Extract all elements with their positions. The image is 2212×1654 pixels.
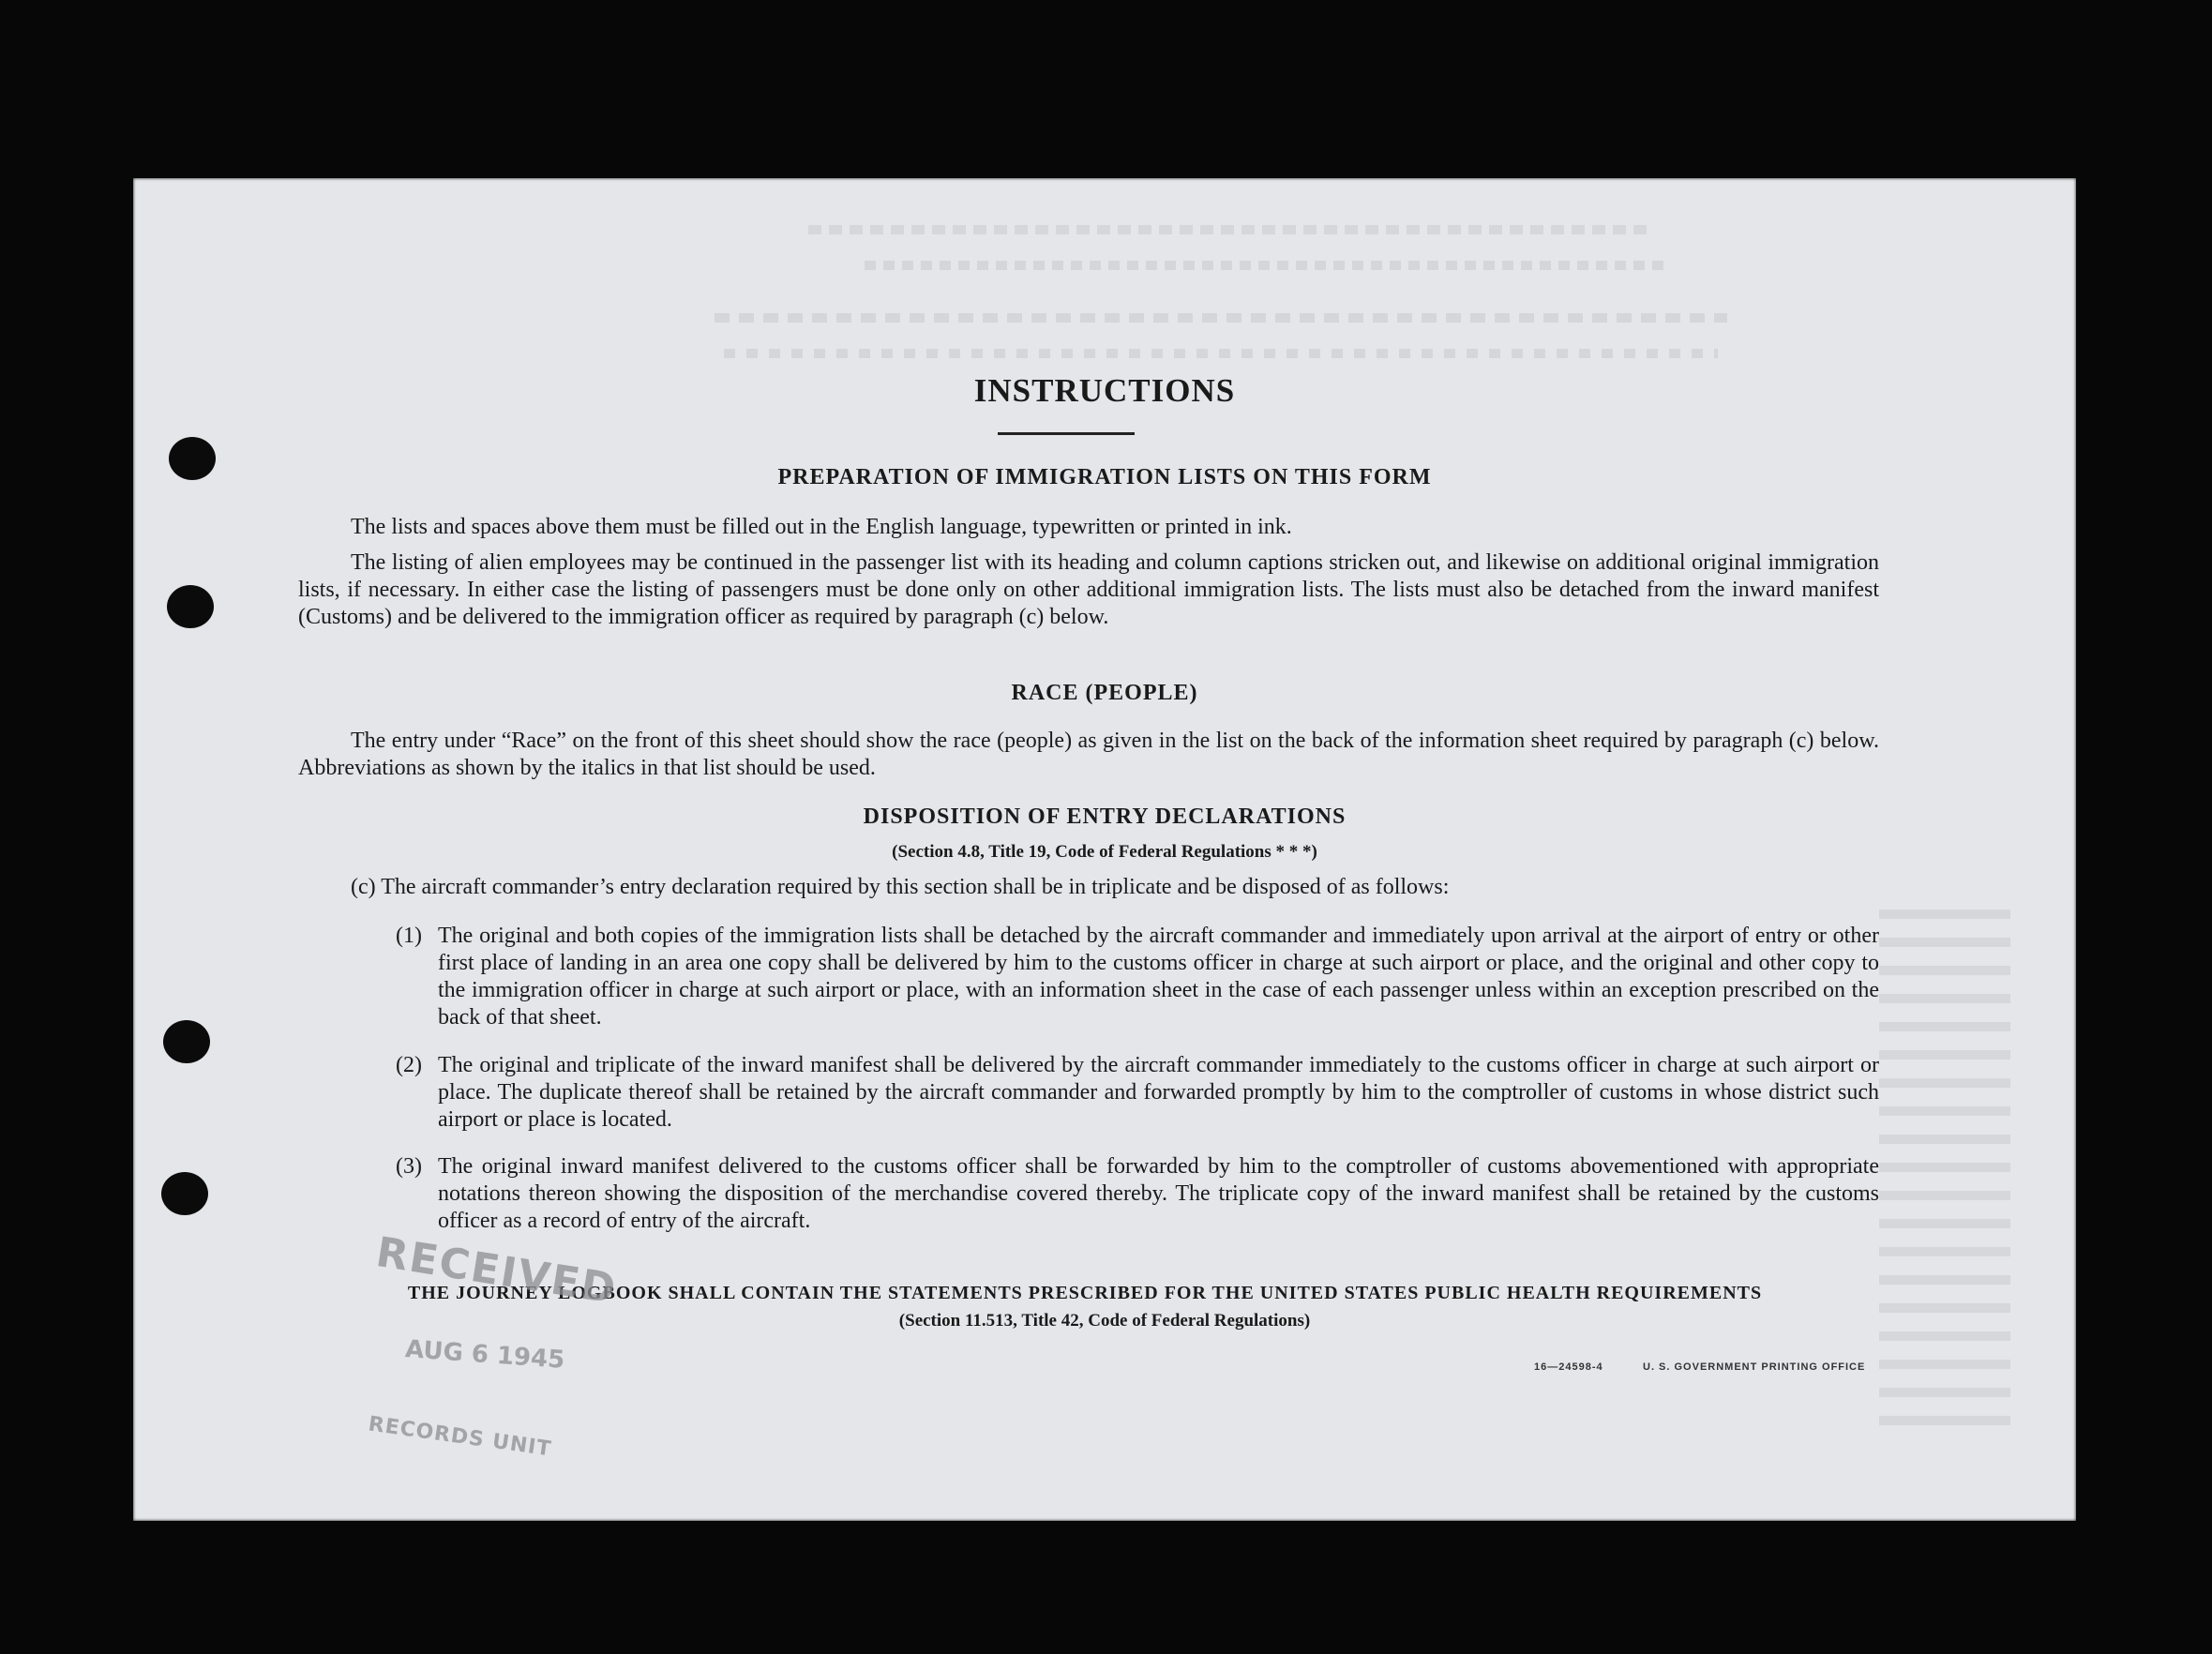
- citation-disposition: (Section 4.8, Title 19, Code of Federal Regulations * * *): [892, 842, 1317, 862]
- list-item: [396, 1153, 1879, 1235]
- list-item-number: (1): [396, 924, 422, 948]
- paragraph-preparation-2: The listing of alien employees may be continued in the passenger list with its heading and column captions stricken out, and likewise on additional original immigration lists, if necessary. In either case the listing of passengers must be done only on other additional immigration lists. The lists must also be detached from the inward manifest (Customs) and be delivered to the immigration officer as required by paragraph (c) below.: [298, 550, 1879, 629]
- list-item-text: The original inward manifest delivered to the customs officer shall be forwarded by him to the comptroller of customs abovementioned with appropriate notations thereon showing the disposition of the merchandise covered thereby. The triplicate copy of the inward manifest shall be retained by the customs officer as a record of entry of the aircraft.: [438, 1154, 1879, 1233]
- footer-requirements: THE JOURNEY LOGBOOK SHALL CONTAIN THE STATEMENTS PRESCRIBED FOR THE UNITED STATES PUBLIC HEALTH REQUIREMENTS: [407, 1283, 1763, 1303]
- list-item: [396, 1052, 1879, 1134]
- stamp-unit: RECORDS UNIT: [367, 1412, 553, 1462]
- list-item-number: (3): [396, 1154, 422, 1179]
- paragraph-race: The entry under “Race” on the front of this sheet should show the race (people) as given in the list on the back of the information sheet required by paragraph (c) below. Abbreviations as shown by the italics in that list should be used.: [298, 729, 1879, 780]
- document-content: [133, 178, 2076, 1521]
- form-number: 16—24598-4: [1534, 1361, 1603, 1373]
- paragraph-disposition-intro: (c) The aircraft commander’s entry declaration required by this section shall be in triplicate and be disposed of as follows:: [351, 875, 1450, 899]
- heading-preparation: PREPARATION OF IMMIGRATION LISTS ON THIS FORM: [777, 465, 1432, 489]
- title-rule: [998, 432, 1135, 435]
- printer-imprint: U. S. GOVERNMENT PRINTING OFFICE: [1643, 1361, 1866, 1373]
- footer-citation: (Section 11.513, Title 42, Code of Federal Regulations): [898, 1311, 1311, 1331]
- list-item-text: The original and triplicate of the inward manifest shall be delivered by the aircraft commander immediately to the customs officer in charge at such airport or place. The duplicate thereof shall be retained by the aircraft commander and forwarded promptly by him to the comptroller of customs in whose district such airport or place is located.: [438, 1053, 1879, 1132]
- list-item-number: (2): [396, 1053, 422, 1077]
- list-item: [396, 923, 1879, 1031]
- stamp-received: RECEIVED: [372, 1228, 621, 1314]
- document-sheet: [133, 178, 2076, 1521]
- heading-race: RACE (PEOPLE): [1011, 681, 1198, 705]
- page-title: INSTRUCTIONS: [973, 372, 1236, 409]
- stamp-date: AUG 6 1945: [404, 1335, 566, 1375]
- paragraph-preparation-1: The lists and spaces above them must be filled out in the English language, typewritten or printed in ink.: [351, 515, 1292, 539]
- list-item-text: The original and both copies of the immigration lists shall be detached by the aircraft commander and immediately upon arrival at the airport of entry or other first place of landing in an area one copy shall be delivered by him to the customs officer in charge at such airport or place, and the original and other copy to the immigration officer in charge at such airport or place, with an information sheet in the case of each passenger unless within an exception prescribed on the back of that sheet.: [438, 924, 1879, 1030]
- heading-disposition: DISPOSITION OF ENTRY DECLARATIONS: [863, 804, 1347, 829]
